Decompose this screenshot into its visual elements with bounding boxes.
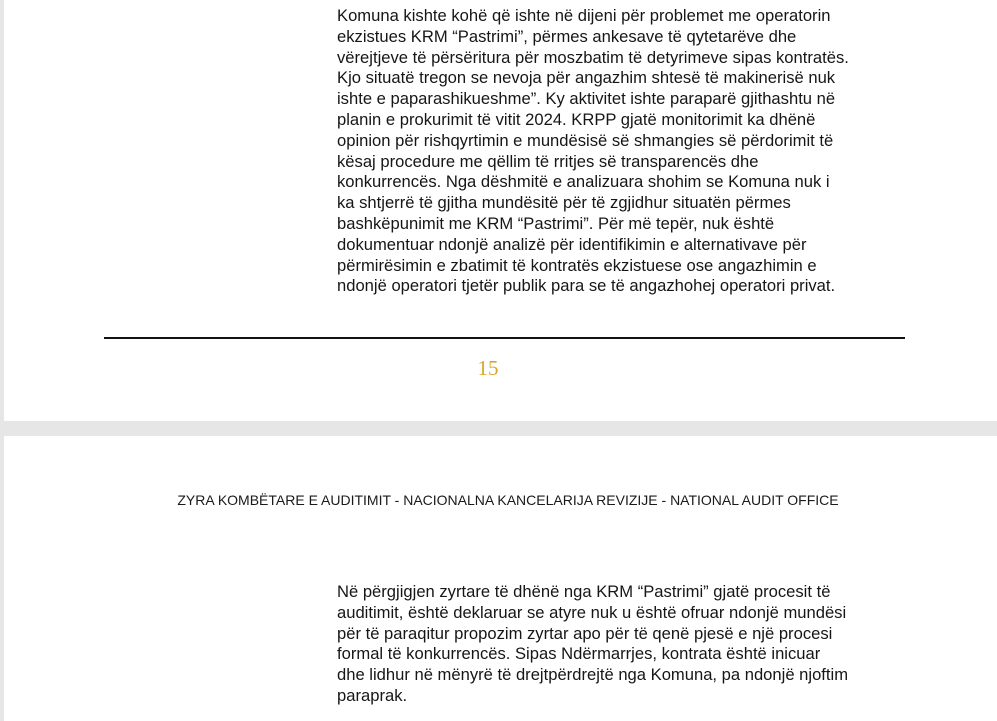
paragraph-line: dokumentuar ndonjë analizë për identifikimin e alternativave për <box>337 234 807 254</box>
document-page-15 <box>4 0 997 421</box>
paragraph-line: ndonjë operatori tjetër publik para se të angazhohej operatori privat. <box>337 276 836 296</box>
paragraph-line: konkurrencës. Nga dëshmitë e analizuara shohim se Komuna nuk i <box>337 172 830 192</box>
paragraph-line: bashkëpunimit me KRM “Pastrimi”. Për më tepër, nuk është <box>337 213 775 233</box>
paragraph-line: Kjo situatë tregon se nevoja për angazhim shtesë të makinerisë nuk <box>337 68 836 88</box>
footer-divider <box>104 337 905 339</box>
paragraph-line: opinion për rishqyrtimin e mundësisë së shmangies së përdorimit të <box>337 130 834 150</box>
paragraph-line: paraprak. <box>337 685 408 705</box>
paragraph-line: ekzistues KRM “Pastrimi”, përmes ankesave të qytetarëve dhe <box>337 26 797 46</box>
paragraph-line: dhe lidhur në mënyrë të drejtpërdrejtë nga Komuna, pa ndonjë njoftim <box>337 665 849 685</box>
paragraph-line: vërejtjeve të përsëritura për moszbatim të detyrimeve sipas kontratës. <box>337 47 849 67</box>
paragraph-line: ishte e paparashikueshme”. Ky aktivitet ishte paraparë gjithashtu në <box>337 89 836 109</box>
body-paragraph <box>337 582 912 707</box>
paragraph-line: Komuna kishte kohë që ishte në dijeni për problemet me operatorin <box>337 6 831 25</box>
body-paragraph <box>337 6 912 297</box>
paragraph-line: Në përgjigjen zyrtare të dhënë nga KRM “Pastrimi” gjatë procesit të <box>337 582 831 601</box>
paragraph-line: për të paraqitur propozim zyrtar apo për të qenë pjesë e një procesi <box>337 623 833 643</box>
paragraph-line: përmirësimin e zbatimit të kontratës ekzistuese ose angazhimin e <box>337 255 817 275</box>
paragraph-line: ka shtjerrë të gjitha mundësitë për të zgjidhur situatën përmes <box>337 193 791 213</box>
paragraph-line: kësaj procedure me qëllim të rritjes së transparencës dhe <box>337 151 759 171</box>
paragraph-line: planin e prokurimit të vitit 2024. KRPP gjatë monitorimit ka dhënë <box>337 109 816 129</box>
running-header: ZYRA KOMBËTARE E AUDITIMIT - NACIONALNA KANCELARIJA REVIZIJE - NATIONAL AUDIT OFFICE <box>177 492 839 508</box>
paragraph-line: auditimit, është deklaruar se atyre nuk u është ofruar ndonjë mundësi <box>337 602 847 622</box>
page-number: 15 <box>477 356 499 380</box>
document-page-16 <box>4 436 997 721</box>
paragraph-line: formal të konkurrencës. Sipas Ndërmarrjes, kontrata është inicuar <box>337 644 821 664</box>
